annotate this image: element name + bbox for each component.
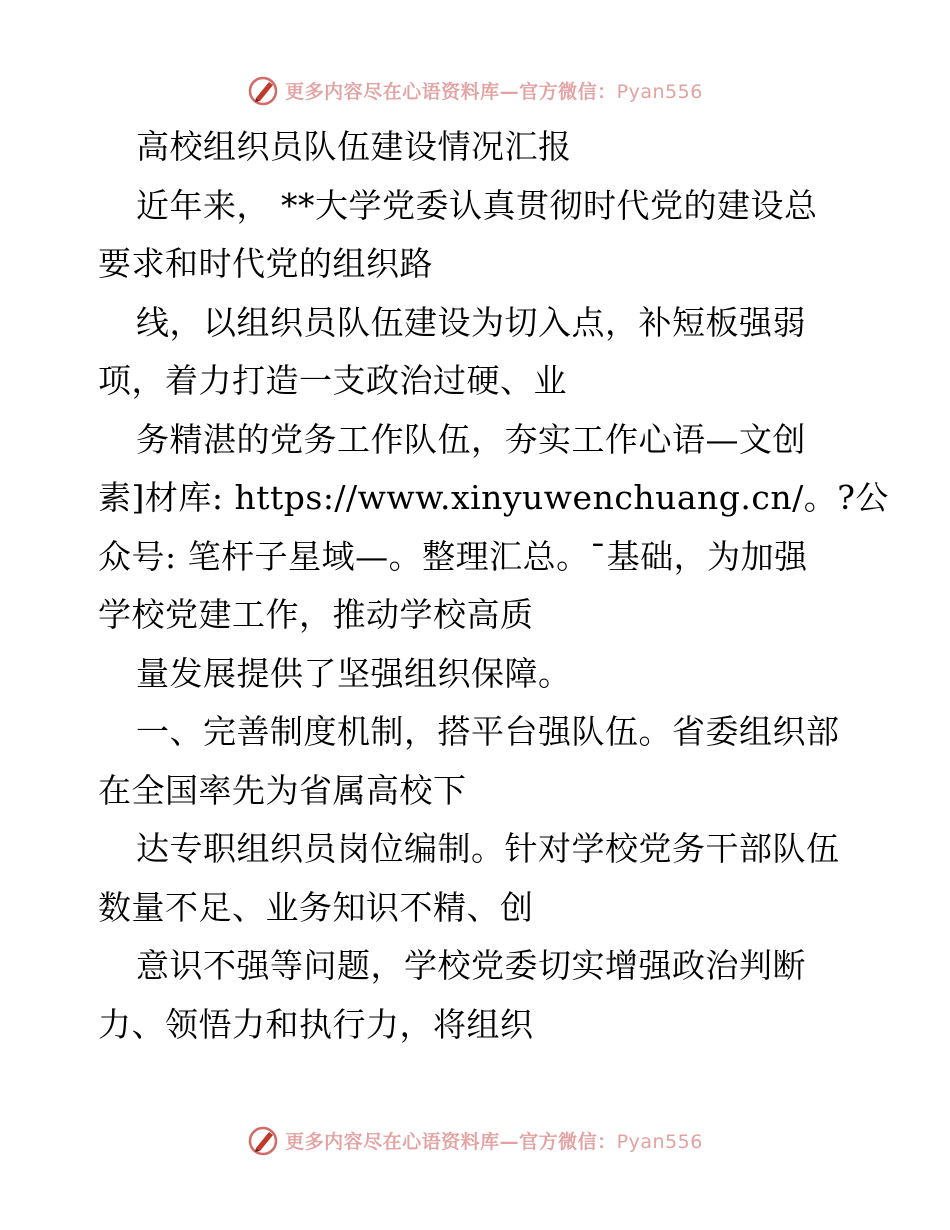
text-line: 达专职组织员岗位编制。针对学校党务干部队伍 xyxy=(136,829,840,868)
document-body xyxy=(98,118,889,1054)
text-line: 数量不足、业务知识不精、创 xyxy=(98,887,534,927)
text-line: 近年来， **大学党委认真贯彻时代党的建设总 xyxy=(136,185,818,225)
text-line: 学校党建工作，推动学校高质 xyxy=(98,595,534,634)
text-line: 众号: 笔杆子星域—。整理汇总。¯基础，为加强 xyxy=(98,536,808,576)
banner-text: 更多内容尽在心语资料库—官方微信：Pyan556 xyxy=(285,1130,703,1153)
text-line: 意识不强等问题，学校党委切实增强政治判断 xyxy=(136,946,806,985)
text-line: 务精湛的党务工作队伍，夯实工作心语—文创 xyxy=(136,419,806,459)
text-line: 一、完善制度机制，搭平台强队伍。省委组织部 xyxy=(136,712,840,751)
text-line: 高校组织员队伍建设情况汇报 xyxy=(136,127,572,166)
text-line: 项，着力打造一支政治过硬、业 xyxy=(98,361,567,400)
banner-id: Pyan556 xyxy=(616,80,703,103)
text-line: 量发展提供了坚强组织保障。 xyxy=(136,653,572,693)
text-line: 力、领悟力和执行力，将组织 xyxy=(98,1004,534,1044)
header-banner xyxy=(0,70,950,110)
pen-logo-icon xyxy=(247,74,279,106)
pen-logo-icon xyxy=(247,1124,279,1156)
footer-banner xyxy=(0,1120,950,1160)
text-line: 线，以组织员队伍建设为切入点，补短板强弱 xyxy=(136,302,806,342)
text-line: 要求和时代党的组织路 xyxy=(98,244,433,283)
banner-id: Pyan556 xyxy=(616,1130,703,1153)
text-line: 素]材库: https://www.xinyuwenchuang.cn/。?公 xyxy=(98,478,889,517)
text-line: 在全国率先为省属高校下 xyxy=(98,770,467,810)
banner-text: 更多内容尽在心语资料库—官方微信：Pyan556 xyxy=(285,80,703,103)
